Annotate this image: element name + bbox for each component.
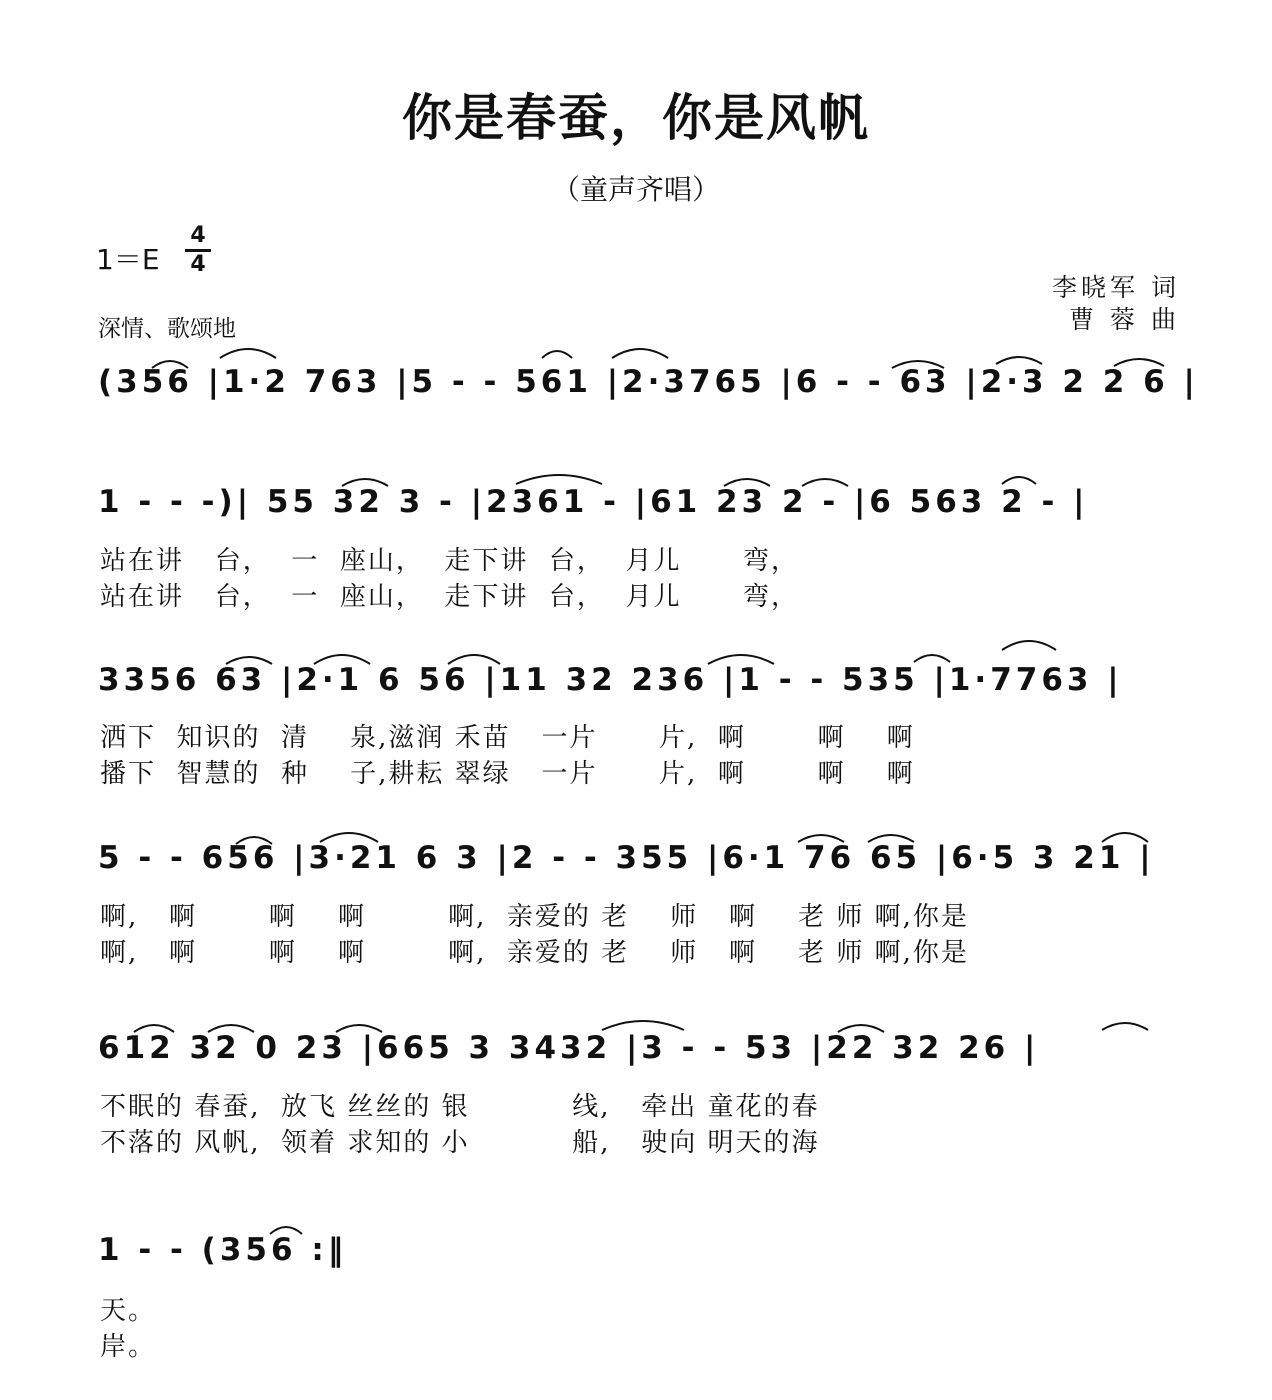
notation-line: 612 32 0 23 |665 3 3432 |3 - - 53 |22 32 26 | xyxy=(98,1030,1040,1066)
slur-mark xyxy=(706,650,776,666)
slur-mark xyxy=(446,650,502,666)
slur-mark xyxy=(890,356,946,370)
slur-mark xyxy=(1112,354,1166,368)
lyrics-verse-2: 不落的 风帆, 领着 求知的 小 船, 驶向 明天的海 xyxy=(100,1128,820,1158)
slur-mark xyxy=(796,830,846,844)
slur-mark xyxy=(610,344,670,360)
slur-mark xyxy=(836,1020,886,1034)
slur-mark xyxy=(268,1222,304,1236)
lyrics-verse-2: 岸。 xyxy=(100,1332,157,1362)
slur-mark xyxy=(334,1020,384,1034)
lyricist-credit: 李晓军 词 xyxy=(1052,273,1180,302)
lyrics-verse-1: 啊, 啊 啊 啊 啊, 亲爱的 老 师 啊 老 师 啊,你是 xyxy=(100,902,969,932)
lyrics-verse-2: 播下 智慧的 种 子,耕耘 翠绿 一片 片, 啊 啊 啊 xyxy=(100,759,915,789)
slur-mark xyxy=(132,1020,176,1034)
time-signature-top: 4 xyxy=(190,223,206,248)
lyrics-verse-1: 天。 xyxy=(100,1296,157,1326)
notation-line: 1 - - (356 :‖ xyxy=(98,1232,348,1268)
slur-mark xyxy=(800,474,850,488)
slur-mark xyxy=(312,650,372,666)
notation-line: 1 - - -)| 55 32 3 - |2361 - |61 23 2 - |6 563 2 - | xyxy=(98,484,1089,520)
song-subtitle: （童声齐唱） xyxy=(551,173,720,206)
slur-mark xyxy=(1100,828,1150,844)
song-title: 你是春蚕，你是风帆 xyxy=(402,88,870,147)
slur-mark xyxy=(600,1016,686,1032)
composer-credit: 曹 蓉 曲 xyxy=(1069,305,1180,334)
time-signature-bottom: 4 xyxy=(190,252,206,277)
time-signature xyxy=(185,224,211,277)
score-row-1 xyxy=(98,364,1199,444)
slur-mark xyxy=(150,356,190,370)
slur-mark xyxy=(994,352,1044,366)
notation-line: 5 - - 656 |3·21 6 3 |2 - - 355 |6·1 76 65 |6·5 3 21 | xyxy=(98,840,1155,876)
slur-mark xyxy=(722,474,772,488)
slur-mark xyxy=(206,1020,256,1034)
slur-mark xyxy=(224,652,274,666)
slur-mark xyxy=(1000,472,1038,486)
lyrics-verse-1: 不眠的 春蚕, 放飞 丝丝的 银 线, 牵出 童花的春 xyxy=(100,1092,820,1122)
slur-mark xyxy=(318,828,380,844)
notation-line: 3356 63 |2·1 6 56 |11 32 236 |1 - - 535 |1·7763 | xyxy=(98,662,1123,698)
notation-line: (356 |1·2 763 |5 - - 561 |2·3765 |6 - - 63 |2·3 2 2 6 | xyxy=(98,364,1199,400)
slur-mark xyxy=(912,650,952,664)
key-signature: 1＝E xyxy=(96,243,160,276)
slur-mark xyxy=(340,474,390,488)
lyrics-verse-2: 站在讲 台， 一 座山， 走下讲 台， 月儿 弯， xyxy=(100,582,800,612)
slur-mark xyxy=(866,830,916,844)
slur-mark xyxy=(540,346,574,360)
lyrics-verse-2: 啊, 啊 啊 啊 啊, 亲爱的 老 师 啊 老 师 啊,你是 xyxy=(100,938,969,968)
lyrics-verse-1: 站在讲 台， 一 座山， 走下讲 台， 月儿 弯， xyxy=(100,546,800,576)
slur-mark xyxy=(218,344,278,360)
slur-mark xyxy=(1100,1018,1150,1032)
lyrics-verse-1: 洒下 知识的 清 泉,滋润 禾苗 一片 片, 啊 啊 啊 xyxy=(100,723,915,753)
slur-mark xyxy=(1000,636,1058,652)
slur-mark xyxy=(514,470,604,486)
slur-mark xyxy=(234,832,274,846)
tempo-marking: 深情、歌颂地 xyxy=(98,316,236,342)
